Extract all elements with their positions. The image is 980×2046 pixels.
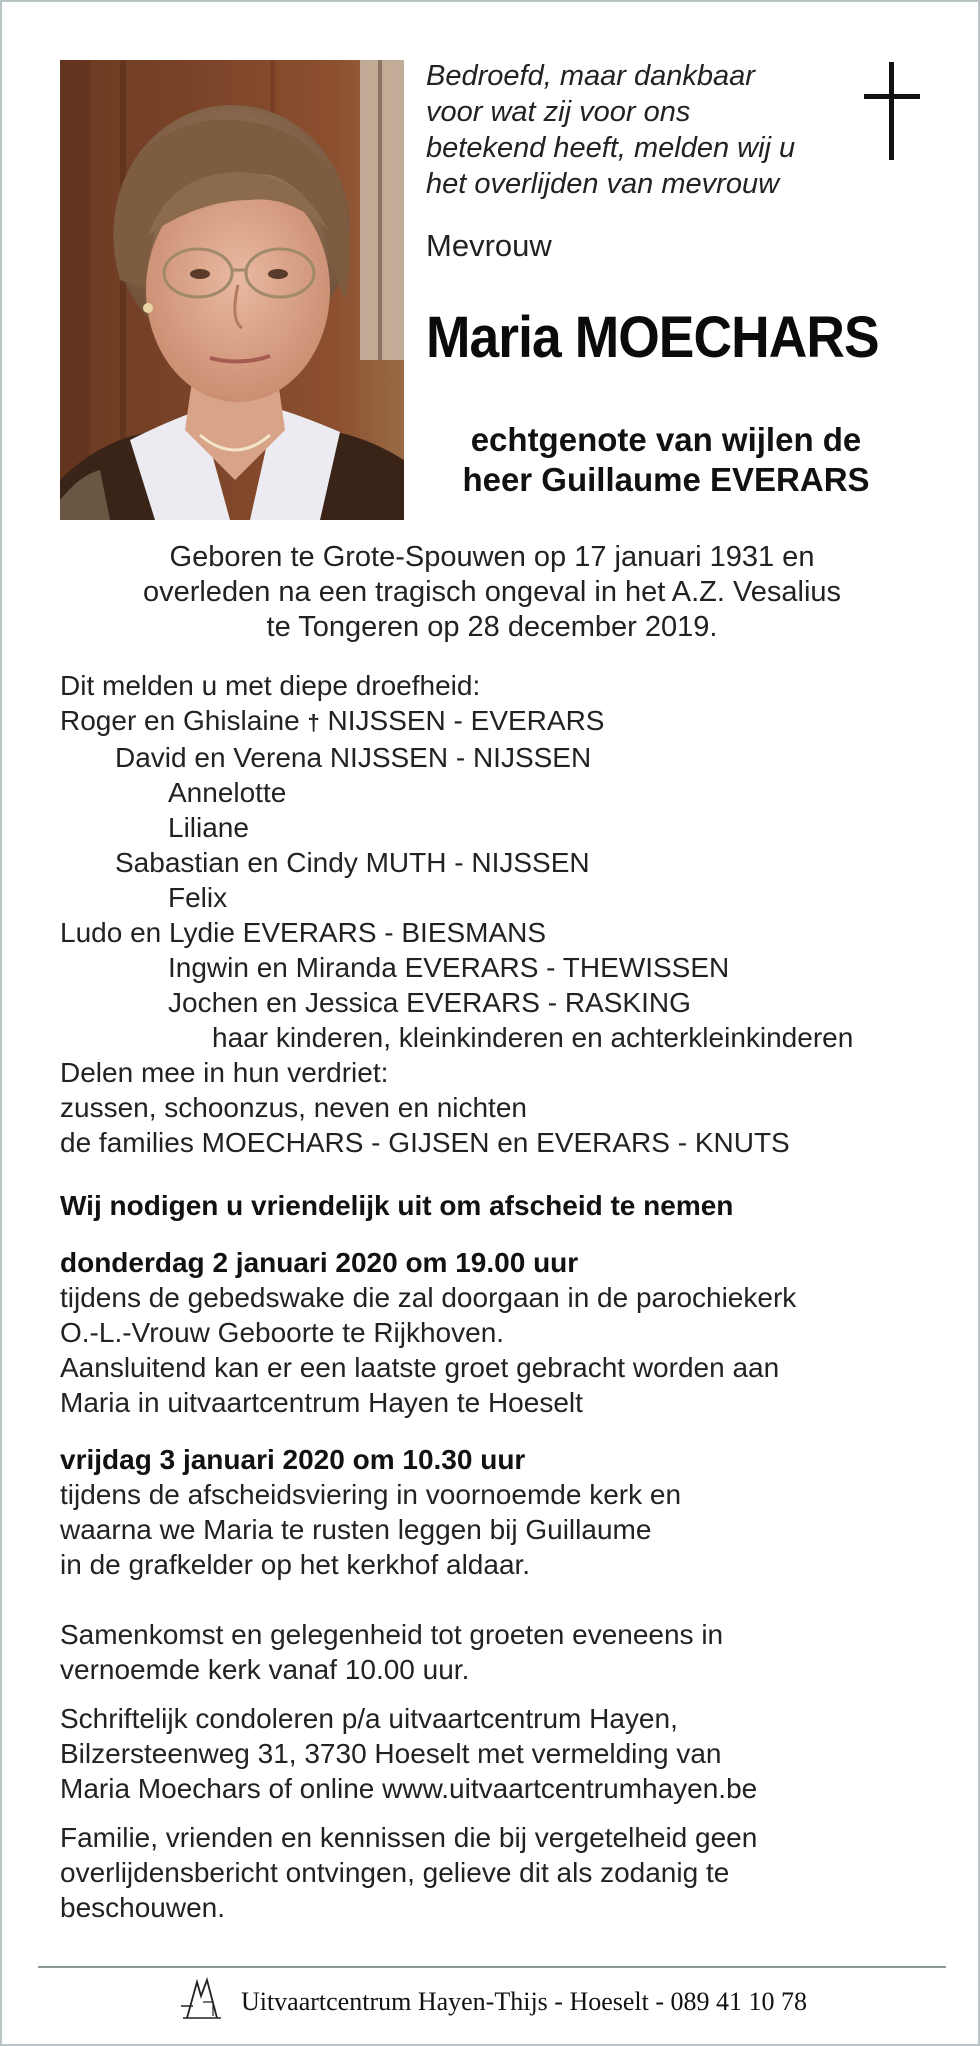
day1-line: O.-L.-Vrouw Geboorte te Rijkhoven. xyxy=(60,1317,505,1348)
notice-line: beschouwen. xyxy=(60,1892,226,1923)
family-member: zussen, schoonzus, neven en nichten xyxy=(60,1092,527,1123)
family-member-name: NIJSSEN - EVERARS xyxy=(327,705,605,736)
day2-line: tijdens de afscheidsviering in voornoemde kerk en xyxy=(60,1479,682,1510)
meeting-line: vernoemde kerk vanaf 10.00 uur. xyxy=(60,1654,470,1685)
family-intro: Dit melden u met diepe droefheid: xyxy=(60,670,481,701)
salutation: Mevrouw xyxy=(426,228,552,263)
funeral-home-logo-icon xyxy=(177,1976,223,2029)
family-member: de families MOECHARS - GIJSEN en EVERARS - KNUTS xyxy=(60,1127,790,1158)
small-cross-icon: † xyxy=(307,710,320,735)
family-member-name: Roger en Ghislaine xyxy=(60,705,300,736)
spouse-line xyxy=(426,420,906,500)
day2-line: waarna we Maria te rusten leggen bij Guillaume xyxy=(60,1514,652,1545)
family-member: Felix xyxy=(168,882,228,913)
day1-line: Aansluitend kan er een laatste groet gebracht worden aan xyxy=(60,1352,780,1383)
intro-text xyxy=(426,58,846,202)
condolence-line: Maria Moechars of online www.uitvaartcentrumhayen.be xyxy=(60,1773,758,1804)
notice-line: Familie, vrienden en kennissen die bij vergetelheid geen xyxy=(60,1822,758,1853)
day1-title: donderdag 2 januari 2020 om 19.00 uur xyxy=(60,1247,579,1278)
meeting-line: Samenkomst en gelegenheid tot groeten eveneens in xyxy=(60,1619,724,1650)
family-member: Sabastian en Cindy MUTH - NIJSSEN xyxy=(115,847,590,878)
family-member: Ludo en Lydie EVERARS - BIESMANS xyxy=(60,917,547,948)
intro-line: voor wat zij voor ons xyxy=(426,96,691,128)
birth-line: Geboren te Grote-Spouwen op 17 januari 1931 en xyxy=(169,541,815,573)
footer-text: Uitvaartcentrum Hayen-Thijs - Hoeselt - 089 41 10 78 xyxy=(240,1987,808,2016)
day2-line: in de grafkelder op het kerkhof aldaar. xyxy=(60,1549,531,1580)
cross-icon xyxy=(864,62,920,165)
deceased-name: Maria MOECHARS xyxy=(426,305,879,370)
birth-line: te Tongeren op 28 december 2019. xyxy=(266,611,718,643)
family-member: Liliane xyxy=(168,812,249,843)
birth-line: overleden na een tragisch ongeval in het A.Z. Vesalius xyxy=(142,576,842,608)
condolence-line: Schriftelijk condoleren p/a uitvaartcentrum Hayen, xyxy=(60,1703,678,1734)
family-member xyxy=(60,703,940,740)
invite-line: Wij nodigen u vriendelijk uit om afscheid te nemen xyxy=(60,1190,734,1221)
spouse-line-1: echtgenote van wijlen de xyxy=(470,421,862,458)
notice-line: overlijdensbericht ontvingen, gelieve dit als zodanig te xyxy=(60,1857,730,1888)
family-member: Jochen en Jessica EVERARS - RASKING xyxy=(168,987,691,1018)
intro-line: betekend heeft, melden wij u xyxy=(426,132,796,164)
family-member: Ingwin en Miranda EVERARS - THEWISSEN xyxy=(168,952,730,983)
ceremony-info xyxy=(60,1188,940,1925)
family-list xyxy=(60,668,940,1160)
family-summary: haar kinderen, kleinkinderen en achterkleinkinderen xyxy=(212,1022,854,1053)
birth-death-info xyxy=(60,540,924,645)
spouse-line-2: heer Guillaume EVERARS xyxy=(462,461,870,498)
family-intro: Delen mee in hun verdriet: xyxy=(60,1057,389,1088)
family-member: Annelotte xyxy=(168,777,287,808)
family-member: David en Verena NIJSSEN - NIJSSEN xyxy=(115,742,592,773)
day1-line: Maria in uitvaartcentrum Hayen te Hoeselt xyxy=(60,1387,583,1418)
day2-title: vrijdag 3 januari 2020 om 10.30 uur xyxy=(60,1444,526,1475)
day1-line: tijdens de gebedswake die zal doorgaan in de parochiekerk xyxy=(60,1282,797,1313)
condolence-line: Bilzersteenweg 31, 3730 Hoeselt met vermelding van xyxy=(60,1738,722,1769)
intro-line: het overlijden van mevrouw xyxy=(426,168,780,200)
footer-divider xyxy=(38,1966,946,1968)
portrait-photo xyxy=(60,60,404,520)
footer xyxy=(2,1974,980,2030)
intro-line: Bedroefd, maar dankbaar xyxy=(426,60,755,92)
